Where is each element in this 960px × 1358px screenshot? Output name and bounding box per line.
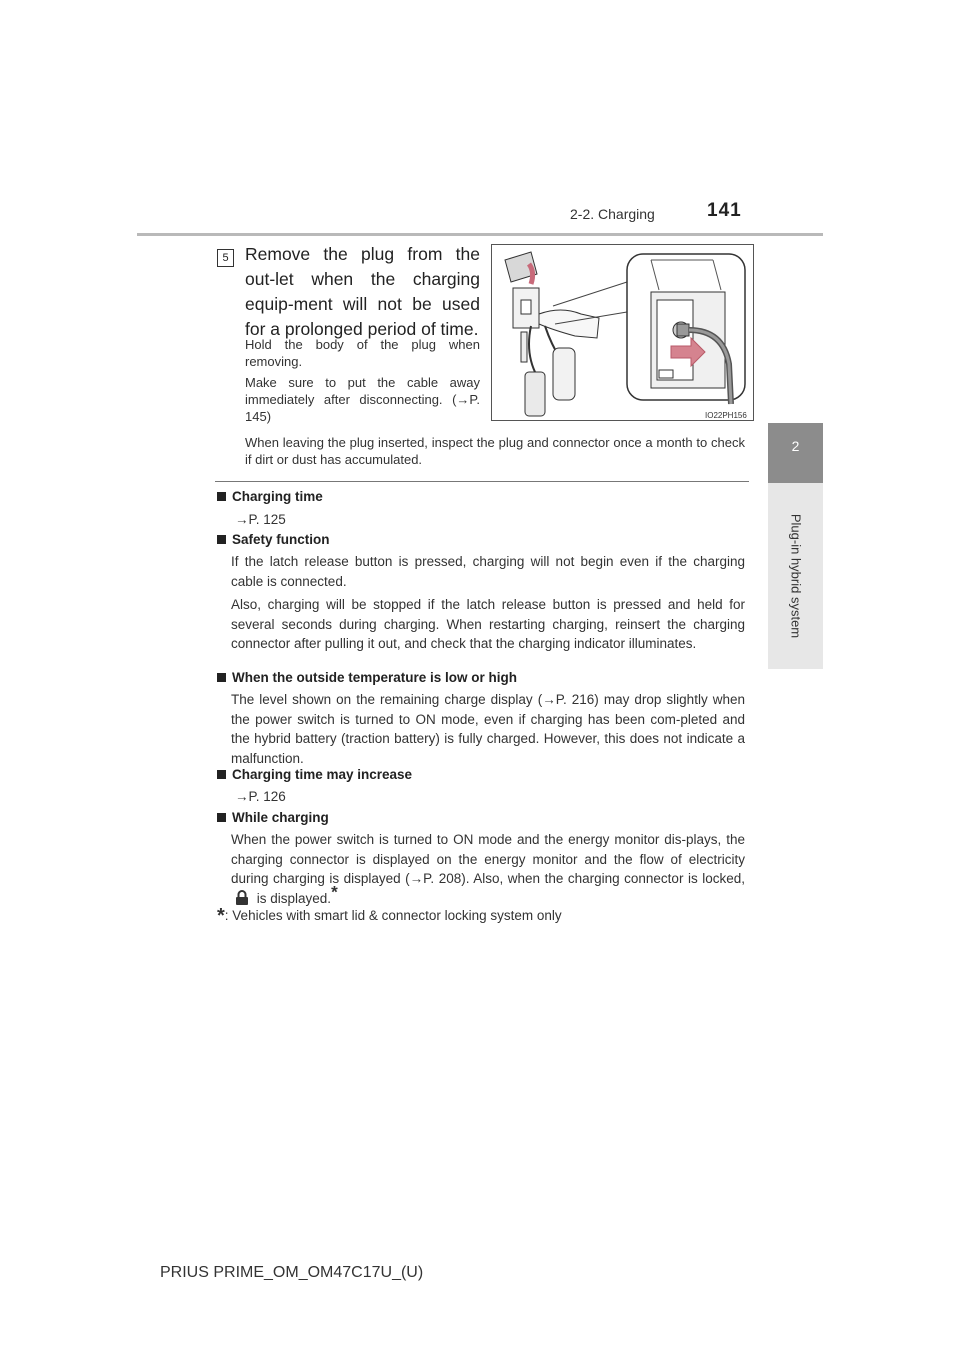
note-title-outside-temperature: When the outside temperature is low or high [217,670,517,685]
plug-removal-illustration [491,244,754,421]
page-number: 141 [707,200,742,221]
note-title-safety-function: Safety function [217,532,330,547]
note-body-safety-function-2: Also, charging will be stopped if the latch release button is pressed and held for several seconds during charging. When restarting charging, reinsert the charging connector after pulling it out, and check that the charging indicator illuminates. [231,597,745,651]
chapter-number: 2 [791,438,800,454]
step-wide-text: When leaving the plug inserted, inspect the plug and connector once a month to check if dirt or dust has accumulated. [245,435,745,467]
step-main-text: Remove the plug from the out-let when the charging equip-ment will not be used for a prolonged period of time. [245,244,480,339]
bullet-square-icon [217,813,226,822]
section-title: 2-2. Charging [570,206,655,222]
header-divider [137,233,823,236]
note-title-charging-time: Charging time [217,489,323,504]
note-title-charging-time-increase: Charging time may increase [217,767,412,782]
chapter-label: Plug-in hybrid system [788,513,804,639]
bullet-square-icon [217,673,226,682]
note-title-while-charging: While charging [217,810,329,825]
bullet-square-icon [217,770,226,779]
note-body-charging-time-increase: →P. 126 [235,789,286,804]
note-body-while-charging: When the power switch is turned to ON mode and the energy monitor dis-plays, the charging connector is displayed on the energy monitor and the flow of electricity during charging is displayed (→P. 208). Also, when the charging connector is locked, is displayed.* [231,832,745,906]
bullet-square-icon [217,535,226,544]
step-sub-text-1: Hold the body of the plug when removing. [245,337,480,369]
section-divider [215,481,749,482]
note-body-safety-function: If the latch release button is pressed, charging will not begin even if the charging cable is connected. [231,554,745,589]
note-body-charging-time: →P. 125 [235,512,286,527]
note-body-outside-temperature: The level shown on the remaining charge display (→P. 216) may drop slightly when the power switch is turned to ON mode, even if charging has been com-pleted and the hybrid battery (traction battery) is fully charged. However, this does not indicate a malfunction. [231,692,745,766]
step-sub-text-2: Make sure to put the cable away immediately after disconnecting. (→P. 145) [245,375,480,424]
bullet-square-icon [217,492,226,501]
lock-icon [234,890,250,905]
step-number: 5 [217,249,234,267]
footnote: *: Vehicles with smart lid & connector locking system only [217,905,562,927]
image-code: IO22PH156 [705,411,747,420]
document-footer: PRIUS PRIME_OM_OM47C17U_(U) [160,1264,424,1281]
